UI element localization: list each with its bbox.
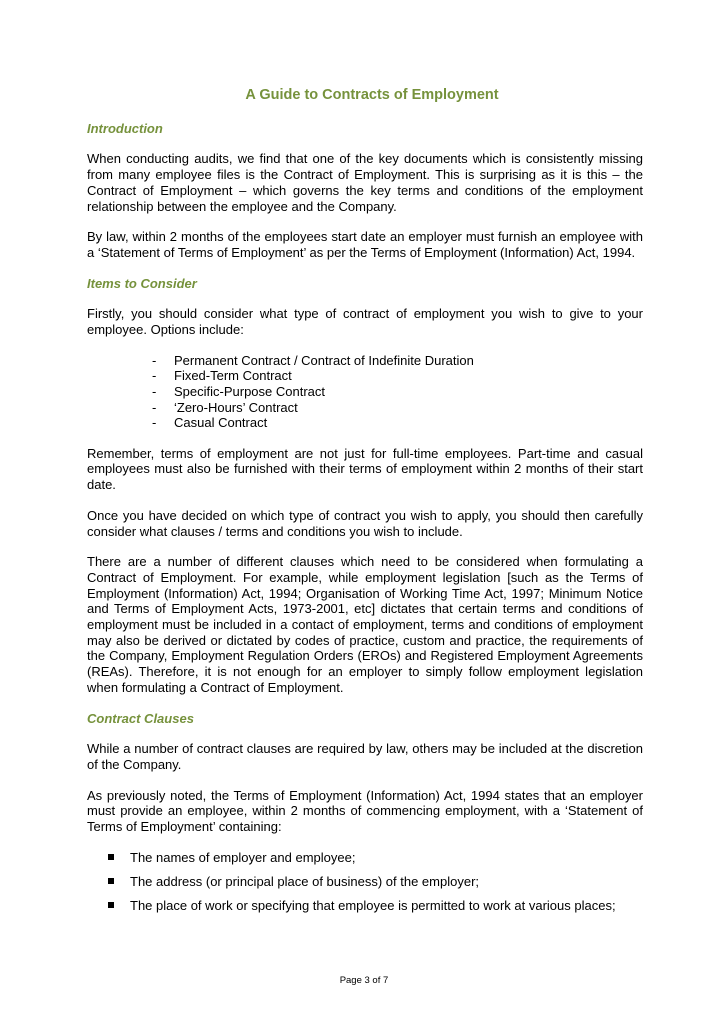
- bullet-text: The address (or principal place of business) of the employer;: [130, 873, 480, 889]
- items-paragraph-2: Remember, terms of employment are not just for full-time employees. Part-time and casual employees must also be furnished with their terms of employment within 2 months of their start date.: [87, 445, 643, 493]
- list-item: [87, 415, 643, 431]
- contract-options-list: [87, 353, 643, 431]
- items-paragraph-3: Once you have decided on which type of contract you wish to apply, you should then carefully consider what clauses / terms and conditions you wish to include.: [87, 507, 643, 539]
- heading-introduction: Introduction: [87, 120, 163, 136]
- intro-paragraph-1: When conducting audits, we find that one of the key documents which is consistently missing from many employee files is the Contract of Employment. This is surprising as it is this – the Contract of Employment – which governs the key terms and conditions of the employment relationship between the employee and the Company.: [87, 151, 643, 214]
- list-item: [87, 850, 643, 866]
- list-item: [87, 898, 643, 914]
- square-bullet-icon: [108, 878, 114, 884]
- list-item: [87, 368, 643, 384]
- clauses-paragraph-1: While a number of contract clauses are required by law, others may be included at the discretion of the Company.: [87, 741, 643, 772]
- items-paragraph-1: Firstly, you should consider what type of contract of employment you wish to give to your employee. Options include:: [87, 306, 643, 338]
- statement-contents-list: [87, 850, 643, 914]
- list-item: [87, 874, 643, 890]
- option-label: Permanent Contract / Contract of Indefinite Duration: [174, 352, 474, 368]
- dash-bullet: -: [152, 399, 157, 415]
- option-label: Casual Contract: [174, 415, 268, 431]
- dash-bullet: -: [152, 415, 157, 431]
- document-page: [87, 88, 643, 922]
- option-label: Fixed-Term Contract: [174, 368, 292, 384]
- clauses-paragraph-2: As previously noted, the Terms of Employment (Information) Act, 1994 states that an employer must provide an employee, within 2 months of commencing employment, with a ‘Statement of Terms of Employment’ containing:: [87, 787, 643, 835]
- page-title: A Guide to Contracts of Employment: [245, 87, 499, 103]
- list-item: [87, 353, 643, 369]
- list-item: [87, 384, 643, 400]
- heading-items-to-consider: Items to Consider: [87, 275, 197, 291]
- bullet-text: The place of work or specifying that employee is permitted to work at various places;: [130, 898, 616, 914]
- square-bullet-icon: [108, 902, 114, 908]
- heading-contract-clauses: Contract Clauses: [87, 710, 194, 726]
- option-label: Specific-Purpose Contract: [174, 383, 326, 399]
- list-item: [87, 400, 643, 416]
- dash-bullet: -: [152, 352, 157, 368]
- bullet-text: The names of employer and employee;: [130, 849, 356, 865]
- option-label: ‘Zero-Hours’ Contract: [174, 399, 298, 415]
- dash-bullet: -: [152, 383, 157, 399]
- page-number: Page 3 of 7: [339, 975, 389, 986]
- intro-paragraph-2: By law, within 2 months of the employees start date an employer must furnish an employee with a ‘Statement of Terms of Employment’ as per the Terms of Employment (Information) Act, 1994.: [87, 229, 643, 260]
- dash-bullet: -: [152, 368, 157, 384]
- square-bullet-icon: [108, 854, 114, 860]
- items-paragraph-4: There are a number of different clauses which need to be considered when formulating a Contract of Employment. For example, while employment legislation [such as the Terms of Employment (Information) Act, 1994; Organisation of Working Time Act, 1997; Minimum Notice and Terms of Employment Acts, 1973-2001, etc] dictates that certain terms and conditions of employment must be included in a contact of employment, terms and conditions of employment may also be derived or dictated by codes of practice, custom and practice, the requirements of the Company, Employment Regulation Orders (EROs) and Registered Employment Agreements (REAs). Therefore, it is not enough for an employer to simply follow employment legislation when formulating a Contract of Employment.: [87, 554, 643, 695]
